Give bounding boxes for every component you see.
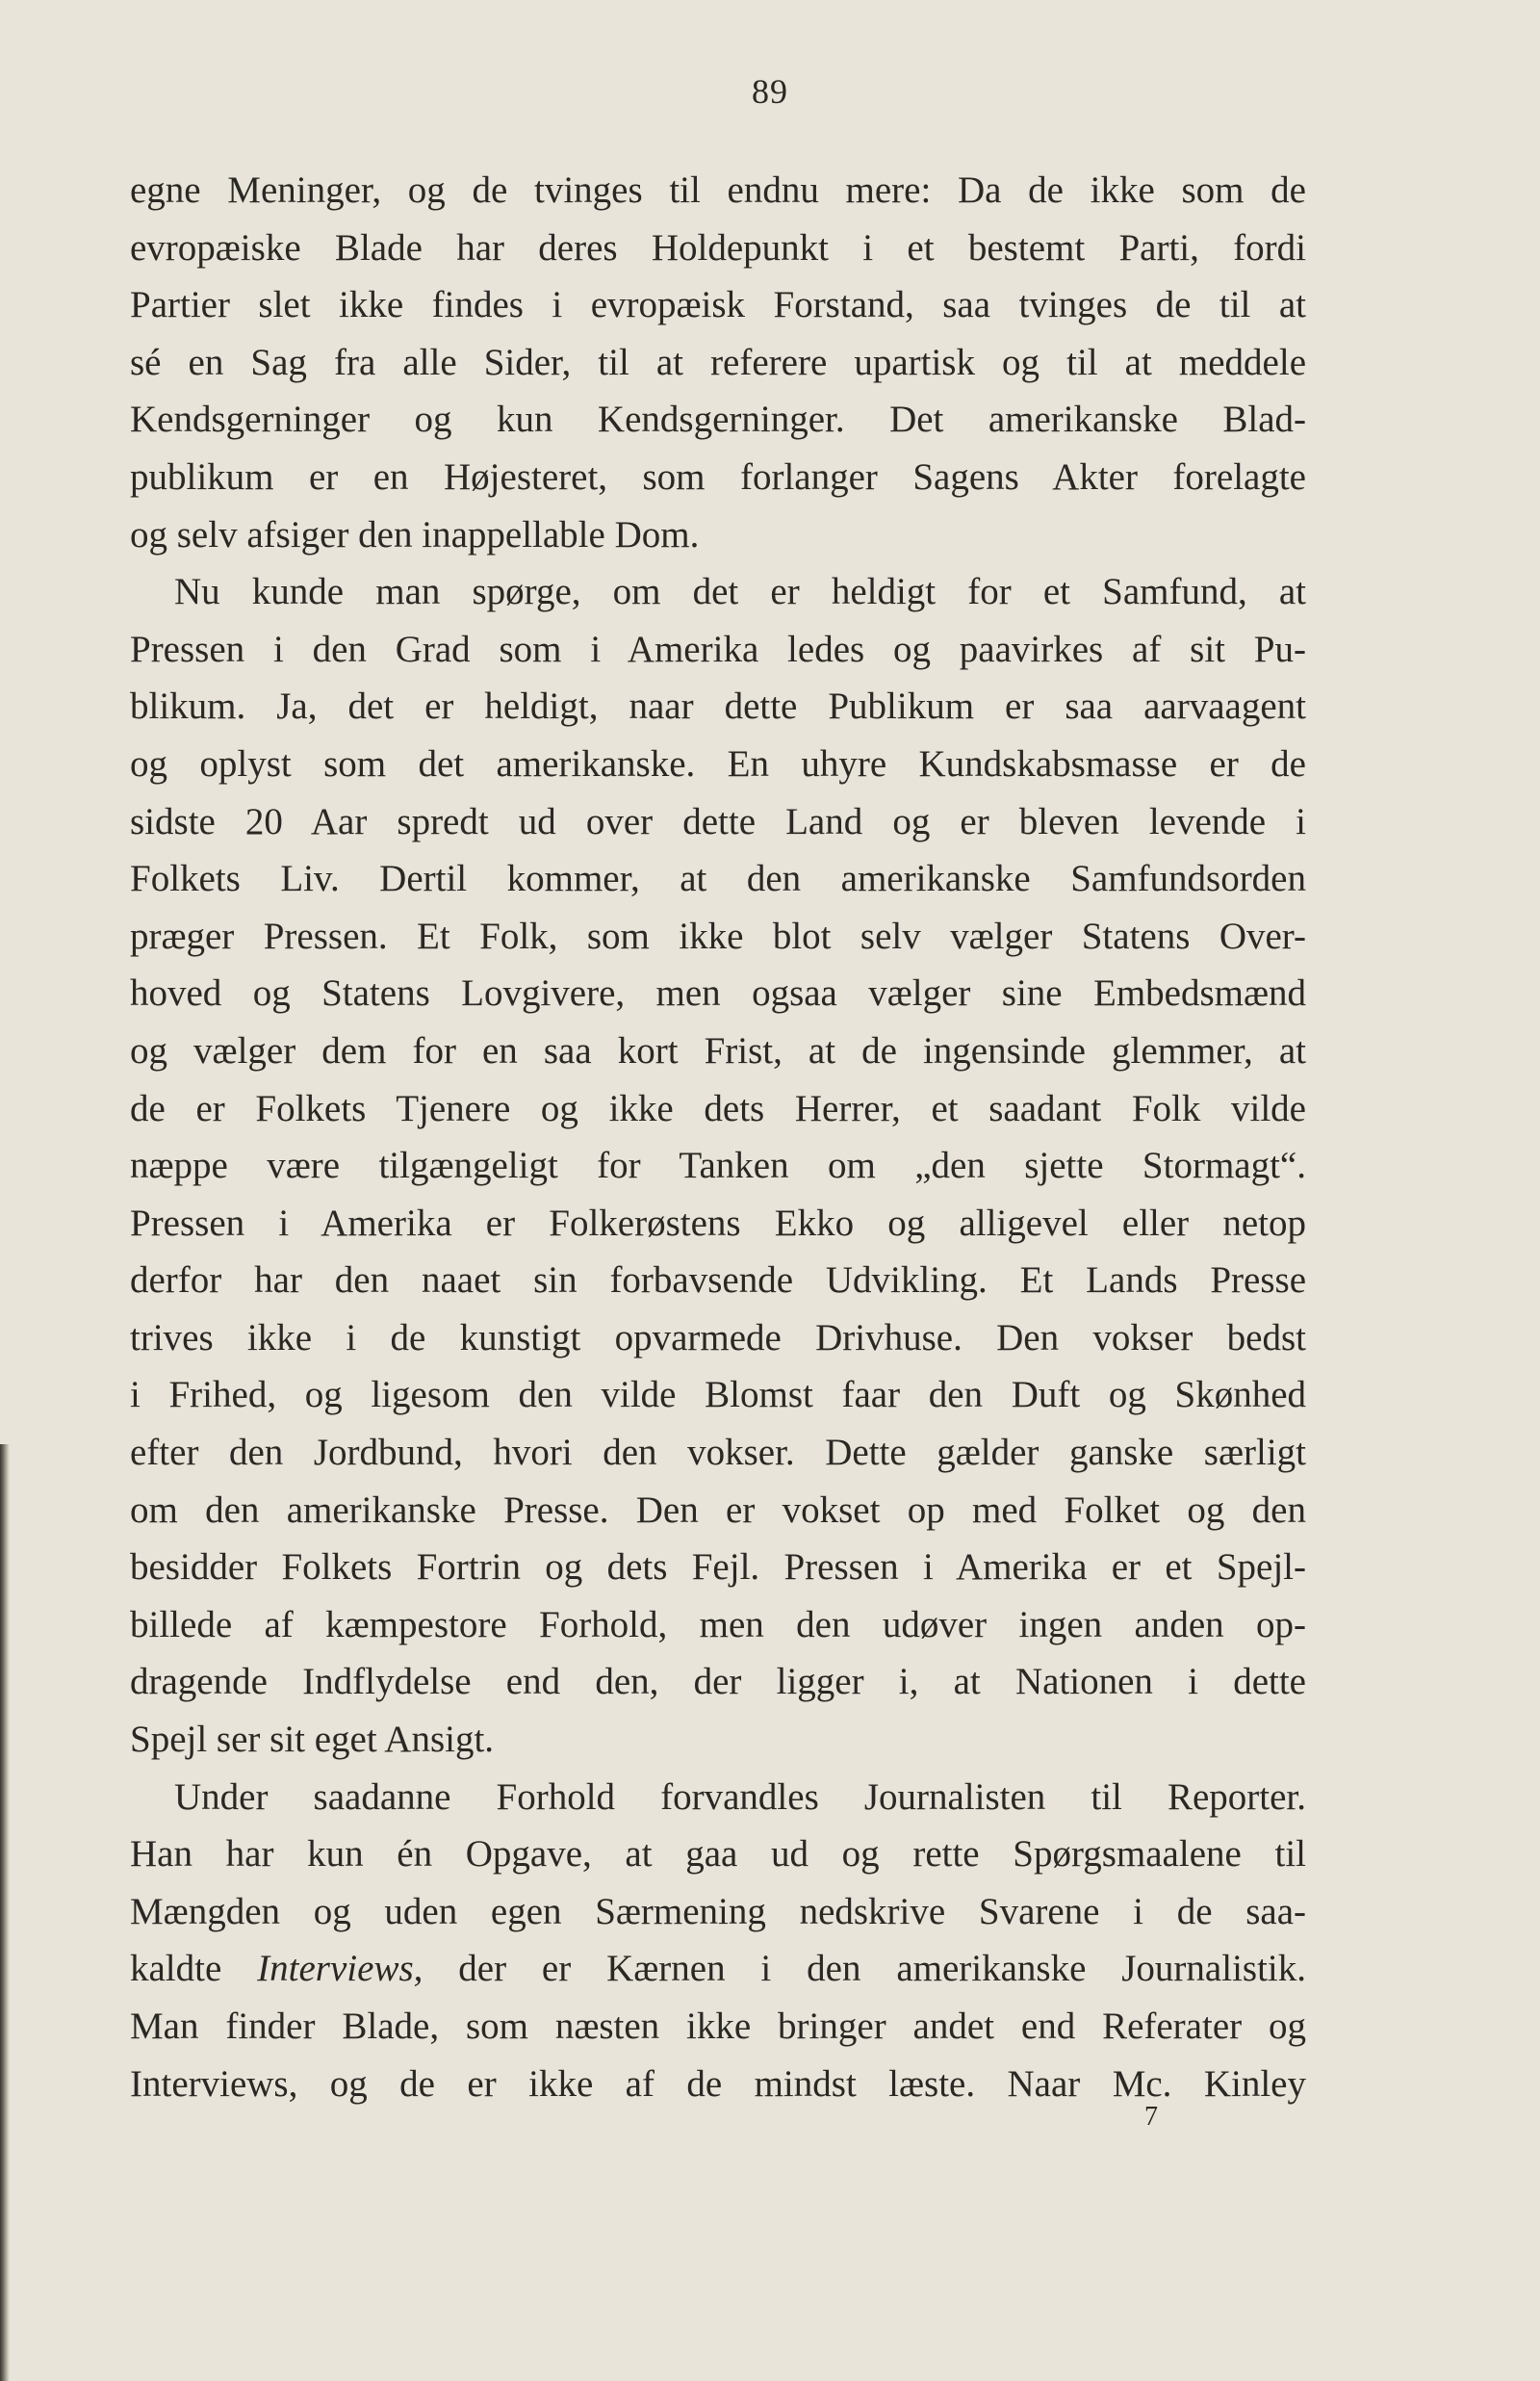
text-line: dragende Indflydelse end den, der ligger i, at Nationen i dette: [130, 1661, 1306, 1703]
text-line: trives ikke i de kunstigt opvarmede Drivhuse. Den vokser bedst: [130, 1316, 1306, 1359]
text-line: hoved og Statens Lovgivere, men ogsaa vælger sine Embedsmænd: [130, 972, 1306, 1015]
text-line: billede af kæmpestore Forhold, men den udøver ingen anden op-: [130, 1603, 1306, 1645]
text-line: de er Folkets Tjenere og ikke dets Herrer, et saadant Folk vilde: [130, 1087, 1306, 1129]
text-line: sidste 20 Aar spredt ud over dette Land og er bleven levende i: [130, 800, 1306, 842]
text-line: Han har kun én Opgave, at gaa ud og rette Spørgsmaalene til: [130, 1833, 1306, 1876]
page-edge-shadow: [0, 1444, 10, 2381]
text-line: Mængden og uden egen Særmening nedskrive Svarene i de saa-: [130, 1890, 1306, 1932]
text-fragment: der er Kærnen i den amerikanske Journalistik.: [458, 1948, 1306, 1990]
text-line-with-italic: [130, 1940, 1306, 1998]
text-line: næppe være tilgængeligt for Tanken om „den sjette Stormagt“.: [130, 1145, 1306, 1187]
text-line: Pressen i Amerika er Folkerøstens Ekko og alligevel eller netop: [130, 1202, 1306, 1244]
text-line: egne Meninger, og de tvinges til endnu mere: Da de ikke som de: [130, 169, 1306, 211]
text-line: om den amerikanske Presse. Den er vokset op med Folket og den: [130, 1488, 1306, 1531]
text-fragment: kaldte: [130, 1948, 222, 1990]
text-line: efter den Jordbund, hvori den vokser. Dette gælder ganske særligt: [130, 1432, 1306, 1474]
text-line: i Frihed, og ligesom den vilde Blomst faar den Duft og Skønhed: [130, 1374, 1306, 1416]
text-line: sé en Sag fra alle Sider, til at referere upartisk og til at meddele: [130, 341, 1306, 383]
text-line: blikum. Ja, det er heldigt, naar dette Publikum er saa aarvaagent: [130, 686, 1306, 728]
text-line: Folkets Liv. Dertil kommer, at den amerikanske Samfundsorden: [130, 858, 1306, 900]
text-line: derfor har den naaet sin forbavsende Udvikling. Et Lands Presse: [130, 1259, 1306, 1302]
text-line: Partier slet ikke findes i evropæisk Forstand, saa tvinges de til at: [130, 284, 1306, 326]
text-line: og selv afsiger den inappellable Dom.: [130, 513, 700, 556]
text-line: og vælger dem for en saa kort Frist, at de ingensinde glemmer, at: [130, 1029, 1306, 1072]
text-line: Nu kunde man spørge, om det er heldigt for et Samfund, at: [174, 571, 1306, 613]
page-number: 89: [752, 72, 788, 111]
text-line: Pressen i den Grad som i Amerika ledes og paavirkes af sit Pu-: [130, 628, 1306, 670]
text-line: Spejl ser sit eget Ansigt.: [130, 1719, 495, 1761]
text-line: evropæiske Blade har deres Holdepunkt i et bestemt Parti, fordi: [130, 226, 1306, 269]
body-text: [130, 162, 1306, 2112]
italic-term: Interviews,: [257, 1948, 424, 1990]
text-line: Under saadanne Forhold forvandles Journalisten til Reporter.: [174, 1775, 1306, 1818]
text-line: Kendsgerninger og kun Kendsgerninger. Det amerikanske Blad-: [130, 399, 1306, 441]
text-line: Man finder Blade, som næsten ikke bringer andet end Referater og: [130, 2006, 1306, 2047]
signature-mark: 7: [1144, 2102, 1158, 2132]
text-line: præger Pressen. Et Folk, som ikke blot selv vælger Statens Over-: [130, 915, 1306, 957]
text-line: publikum er en Højesteret, som forlanger Sagens Akter forelagte: [130, 455, 1306, 498]
text-line: og oplyst som det amerikanske. En uhyre Kundskabsmasse er de: [130, 742, 1306, 785]
text-line: besidder Folkets Fortrin og dets Fejl. Pressen i Amerika er et Spejl-: [130, 1546, 1306, 1589]
text-line: Interviews, og de er ikke af de mindst læste. Naar Mc. Kinley: [130, 2062, 1306, 2105]
